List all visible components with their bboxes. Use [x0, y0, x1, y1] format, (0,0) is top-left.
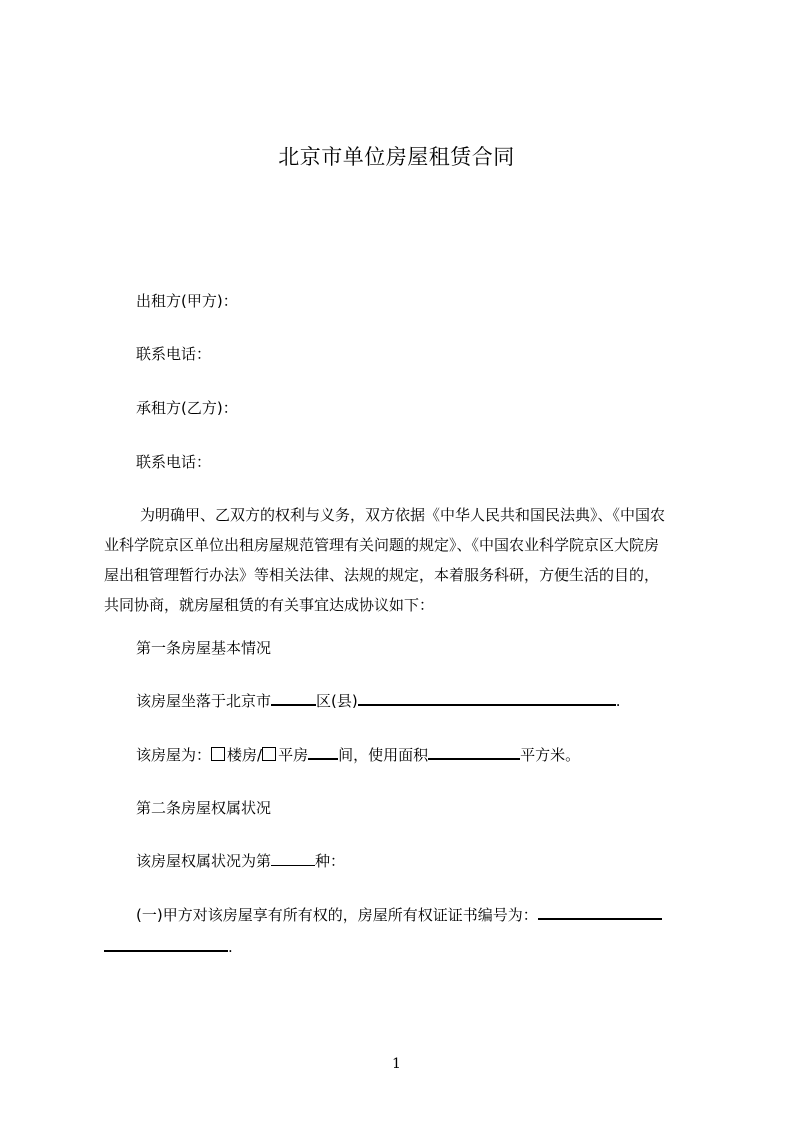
area-suffix: 平方米。 — [520, 746, 581, 764]
bungalow-checkbox[interactable] — [262, 747, 276, 761]
type-option-bungalow: 平房 — [278, 746, 309, 764]
preamble-line: 共同协商，就房屋租赁的有关事宜达成协议如下： — [104, 596, 435, 614]
ownership-item-1-continued — [104, 936, 233, 958]
page-title: 北京市单位房屋租赁合同 — [278, 145, 515, 169]
certificate-number-blank[interactable] — [538, 904, 662, 920]
type-option-building: 楼房/ — [227, 746, 263, 764]
building-checkbox[interactable] — [211, 747, 225, 761]
ownership-item-1 — [136, 904, 662, 926]
article1-heading: 第一条房屋基本情况 — [136, 639, 272, 657]
area-blank[interactable] — [428, 744, 520, 760]
item1-text: (一)甲方对该房屋享有所有权的，房屋所有权证证书编号为： — [136, 906, 538, 924]
preamble-line: 为明确甲、乙双方的权利与义务，双方依据《中华人民共和国民法典》、《中国农 — [140, 506, 666, 524]
status-prefix: 该房屋权属状况为第 — [136, 852, 272, 870]
location-district-label: 区(县) — [316, 692, 358, 710]
status-blank[interactable] — [271, 851, 315, 866]
house-type-line — [136, 744, 580, 766]
preamble-paragraph — [104, 500, 708, 620]
page-number: 1 — [392, 1056, 401, 1072]
type-prefix: 该房屋为： — [136, 746, 212, 764]
certificate-number-blank-continued[interactable] — [104, 936, 228, 952]
status-suffix: 种： — [315, 852, 346, 870]
address-blank[interactable] — [358, 690, 616, 706]
rooms-blank[interactable] — [308, 744, 338, 760]
ownership-status-line — [136, 850, 345, 872]
location-end: . — [615, 692, 621, 710]
preamble-line: 屋出租管理暂行办法》等相关法律、法规的规定，本着服务科研，方便生活的目的， — [104, 566, 660, 584]
item1-end: . — [228, 938, 233, 956]
location-line — [136, 690, 621, 712]
lessee-label: 承租方(乙方)： — [136, 399, 238, 417]
rooms-suffix: 间，使用面积 — [338, 746, 429, 764]
lessee-phone-label: 联系电话： — [136, 453, 212, 471]
district-blank[interactable] — [271, 690, 316, 706]
preamble-line: 业科学院京区单位出租房屋规范管理有关问题的规定》、《中国农业科学院京区大院房 — [104, 536, 660, 554]
article2-heading: 第二条房屋权属状况 — [136, 799, 272, 817]
lessor-label: 出租方(甲方)： — [136, 292, 238, 310]
lessor-phone-label: 联系电话： — [136, 345, 212, 363]
location-prefix: 该房屋坐落于北京市 — [136, 692, 272, 710]
